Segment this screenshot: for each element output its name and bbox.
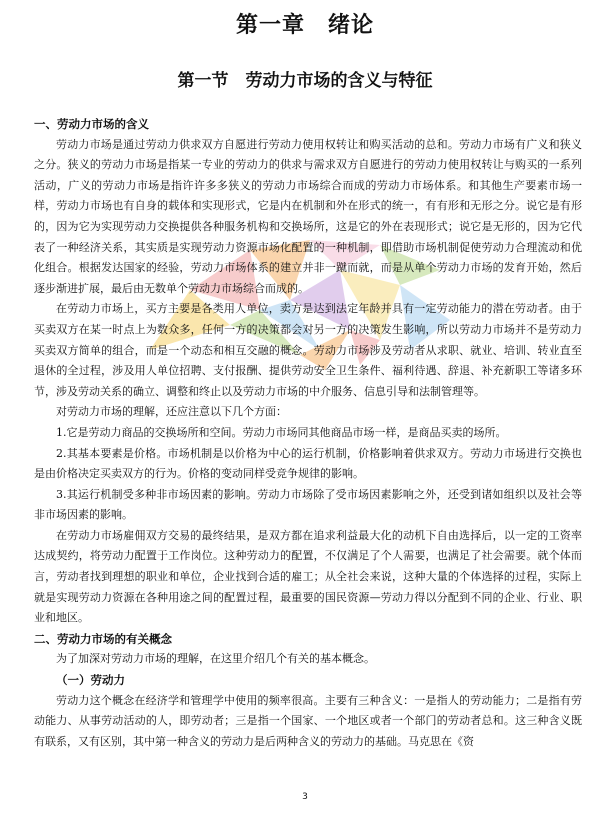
paragraph: 劳动力这个概念在经济学和管理学中使用的频率很高。主要有三种含义：一是指人的劳动能力；二是指有劳动能力、从事劳动活动的人，即劳动者；三是指一个国家、一个地区或者一个部门的劳动者总和。这三种含义既有联系，又有区别，其中第一种含义的劳动力是后两种含义的劳动力的基础。马克思在《资 — [34, 693, 582, 748]
heading-related-concepts: 二、劳动力市场的有关概念 — [34, 631, 172, 646]
list-item: 1.它是劳动力商品的交换场所和空间。劳动力市场同其他商品市场一样，是商品买卖的场所。 — [56, 425, 507, 439]
paragraph: 对劳动力市场的理解，还应注意以下几个方面： — [56, 405, 287, 419]
chapter-title: 第一章 绪论 — [235, 12, 374, 38]
list-item: 2.其基本要素是价格。市场机制是以价格为中心的运行机制，价格影响着供求双方。劳动力市场进行交换也是由价格决定买卖双方的行为。价格的变动同样受竞争规律的影响。 — [34, 446, 582, 481]
document-body — [34, 114, 582, 752]
paragraph: 在劳动力市场上，买方主要是各类用人单位，卖方是达到法定年龄并具有一定劳动能力的潜在劳动者。由于买卖双方在某一时点上为数众多，任何一方的决策都会对另一方的决策发生影响，所以劳动力市场并不是劳动力买卖双方简单的组合，而是一个动态和相互交融的概念。劳动力市场涉及劳动者从求职、就业、培训、转业直至退休的全过程，涉及用人单位招聘、支付报酬、提供劳动安全卫生条件、福利待遇、辞退、补充新职工等诸多环节，涉及劳动关系的确立、调整和终止以及劳动力市场的中介服务、信息引导和法制管理等。 — [34, 302, 582, 398]
section-title: 第一节 劳动力市场的含义与特征 — [177, 71, 433, 91]
page-number: 3 — [302, 792, 308, 802]
heading-labor-market-meaning: 一、劳动力市场的含义 — [34, 117, 149, 131]
subheading-labor: （一）劳动力 — [56, 673, 125, 688]
list-item: 3.其运行机制受多种非市场因素的影响。劳动力市场除了受市场因素影响之外，还受到诸如组织以及社会等非市场因素的影响。 — [34, 487, 582, 522]
paragraph: 劳动力市场是通过劳动力供求双方自愿进行劳动力使用权转让和购买活动的总和。劳动力市场有广义和狭义之分。狭义的劳动力市场是指某一专业的劳动力的供求与需求双方自愿进行的劳动力使用权转让与购买的一系列活动，广义的劳动力市场是指许许多多狭义的劳动力市场综合而成的劳动力市场体系。和其他生产要素市场一样，劳动力市场也有自身的载体和实现形式，它是内在机制和外在形式的统一，有有形和无形之分。说它是有形的，因为它为实现劳动力交换提供各种服务机构和交换场所，这是它的外在表现形式；说它是无形的，因为它代表了一种经济关系，其实质是实现劳动力资源市场化配置的一种机制，即借助市场机制促使劳动力合理流动和优化组合。根据发达国家的经验，劳动力市场体系的建立并非一蹴而就，而是从单个劳动力市场的发育开始，然后逐步渐进扩展，最后由无数单个劳动力市场综合而成的。 — [34, 137, 582, 295]
paragraph: 在劳动力市场雇佣双方交易的最终结果，是双方都在追求利益最大化的动机下自由选择后，以一定的工资率达成契约，将劳动力配置于工作岗位。这种劳动力的配置，不仅满足了个人需要，也满足了社会需要。就个体而言，劳动者找到理想的职业和单位，企业找到合适的雇工；从全社会来说，这种大量的个体选择的过程，实际上就是实现劳动力资源在各种用途之间的配置过程，最重要的国民资源—劳动力得以分配到不同的企业、行业、职业和地区。 — [34, 528, 582, 625]
paragraph: 为了加深对劳动力市场的理解，在这里介绍几个有关的基本概念。 — [56, 652, 375, 666]
